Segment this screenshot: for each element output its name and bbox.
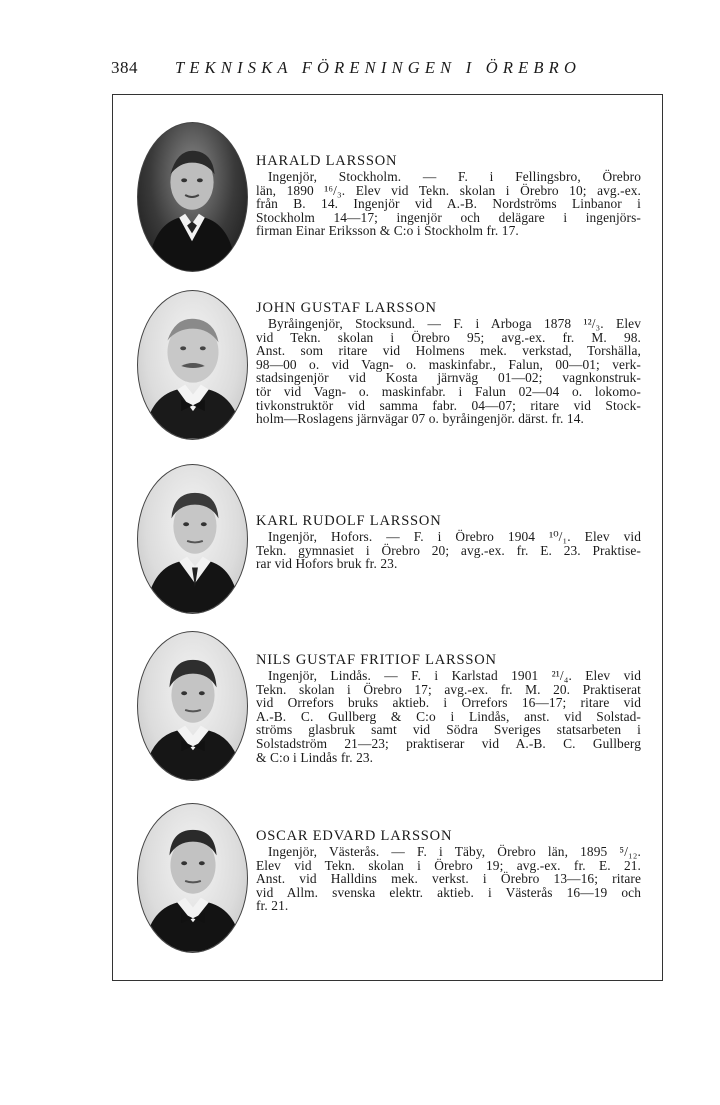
person-name: NILS GUSTAF FRITIOF LARSSON (256, 652, 497, 668)
person-name: HARALD LARSSON (256, 153, 398, 169)
bio-text (256, 652, 641, 764)
bio-line: tivkonstruktör vid samma fabr. 04—07; ritare vid Stock- (256, 397, 641, 413)
portrait-photo (137, 803, 248, 953)
bio-text (256, 300, 641, 426)
bio-line: Ingenjör, Västerås. — F. i Täby, Örebro län, 1895 ⁵/₁₂. (268, 844, 641, 859)
person-name: JOHN GUSTAF LARSSON (256, 300, 437, 316)
portrait-photo (137, 631, 248, 781)
bio-line: tör vid Vagn- o. maskinfabr. i Falun 02—04 o. lokomo- (256, 383, 641, 399)
bio-line: vid Tekn. skolan i Örebro 95; avg.-ex. fr. M. 98. (256, 329, 641, 345)
bio-line: A.-B. C. Gullberg & C:o i Lindås, anst. vid Solstad- (256, 708, 641, 724)
bio-line: rar vid Hofors bruk fr. 23. (256, 556, 398, 572)
portrait-photo (137, 122, 248, 272)
bio-line: Ingenjör, Stockholm. — F. i Fellingsbro, Örebro (268, 169, 641, 184)
bio-line: vid Allm. svenska elektr. aktieb. i Västerås 16—19 och (256, 884, 641, 900)
bio-line: Anst. som ritare vid Holmens mek. verkstad, Torshälla, (256, 343, 641, 359)
person-name: KARL RUDOLF LARSSON (256, 513, 442, 529)
bio-line: firman Einar Eriksson & C:o i Stockholm fr. 17. (256, 223, 519, 239)
bio-line: Stockholm 14—17; ingenjör och delägare i ingenjörs- (256, 209, 641, 225)
bio-line: fr. 21. (256, 898, 289, 914)
bio-line: län, 1890 ¹⁶/₃. Elev vid Tekn. skolan i Örebro 10; avg.-ex. (256, 182, 641, 198)
running-head: TEKNISKA FÖRENINGEN I ÖREBRO (175, 58, 582, 77)
bio-line: holm—Roslagens järnvägar 07 o. byråingenjör. därst. fr. 14. (256, 411, 584, 427)
bio-line: vid Orrefors bruks aktieb. i Orrefors 16—17; ritare vid (256, 695, 641, 711)
bio-line: Tekn. skolan i Örebro 17; avg.-ex. fr. M. 20. Praktiserat (256, 681, 641, 697)
bio-text (256, 828, 641, 913)
bio-line: & C:o i Lindås fr. 23. (256, 749, 374, 765)
bio-line: Elev vid Tekn. skolan i Örebro 19; avg.-ex. fr. E. 21. (256, 857, 641, 873)
portrait-photo (137, 290, 248, 440)
bio-line: Solstadström 21—23; praktiserar vid A.-B. C. Gullberg (256, 735, 641, 751)
person-name: OSCAR EDVARD LARSSON (256, 828, 453, 844)
page-number: 384 (111, 58, 138, 77)
bio-line: stadsingenjör vid Kosta järnväg 01—02; vagnkonstruk- (256, 370, 641, 386)
bio-text (256, 153, 641, 238)
bio-line: Ingenjör, Lindås. — F. i Karlstad 1901 ²¹/₄. Elev vid (268, 668, 641, 683)
bio-line: Ingenjör, Hofors. — F. i Örebro 1904 ¹⁰/₁. Elev vid (268, 529, 641, 544)
bio-line: 98—00 o. vid Vagn- o. maskinfabr., Falun, 00—01; verk- (256, 356, 641, 372)
portrait-photo (137, 464, 248, 614)
bio-line: ströms glasbruk samt vid Södra Sveriges statsarbeten i (256, 722, 641, 738)
bio-line: Byråingenjör, Stocksund. — F. i Arboga 1878 ¹²/₃. Elev (268, 316, 641, 331)
bio-text (256, 513, 641, 571)
bio-line: Tekn. gymnasiet i Örebro 20; avg.-ex. fr. E. 23. Praktise- (256, 542, 641, 558)
bio-line: från B. 14. Ingenjör vid A.-B. Nordströms Linbanor i (256, 196, 641, 212)
bio-line: Anst. vid Halldins mek. verkst. i Örebro 13—16; ritare (256, 871, 641, 887)
entries-frame (112, 94, 663, 981)
